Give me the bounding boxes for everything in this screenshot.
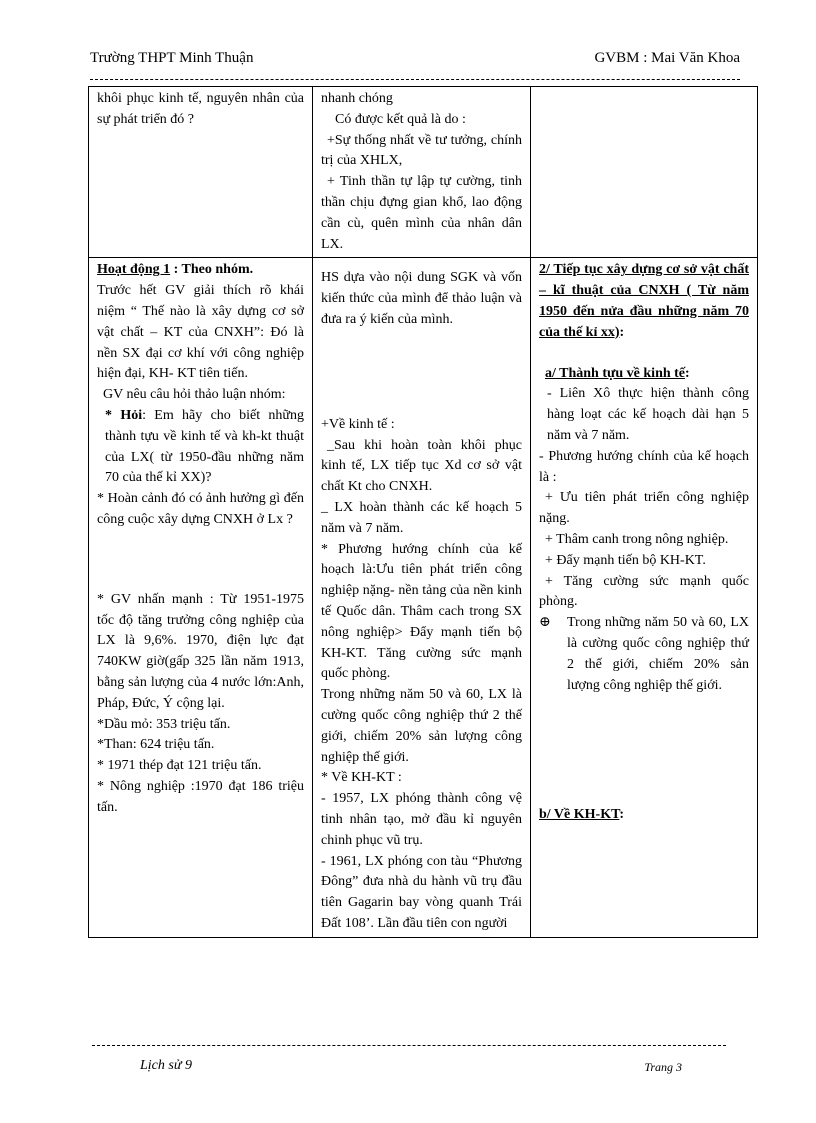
page-header xyxy=(90,50,740,72)
economy-heading: +Về kinh tế : xyxy=(321,416,395,432)
note-text: Trong những năm 50 và 60, LX là cường quốc công nghiệp thứ 2 thế giới, chiếm 20% sản lượng công nghiệp thế giới. xyxy=(567,615,749,693)
teacher-question-intro: GV nêu câu hỏi thảo luận nhóm: xyxy=(103,387,286,403)
content-point: + Tăng cường sức mạnh quốc phòng. xyxy=(539,573,749,610)
row2-student-cell xyxy=(313,258,531,937)
row1-teacher-cell xyxy=(89,87,313,258)
question-label: * Hỏi xyxy=(105,407,143,423)
subsection-b: b/ Về KH-KT xyxy=(539,807,620,823)
teacher-emphasis: * GV nhấn mạnh : Từ 1951-1975 tốc độ tăng trưởng công nghiệp của LX là 9,6%. 1970, điện lực đạt 740KW giờ(gấp 325 lần năm 1913, bằng sản lượng của 4 nước lớn:Anh, Pháp, Đức, Ý cộng lại. xyxy=(97,591,304,711)
footer-divider xyxy=(92,1045,726,1046)
content-point: - Liên Xô thực hiện thành công hàng loạt các kế hoạch dài hạn 5 năm và 7 năm. xyxy=(547,386,749,443)
stat-agriculture: * Nông nghiệp :1970 đạt 186 triệu tấn. xyxy=(97,778,304,815)
content-point: - Phương hướng chính của kế hoạch là : xyxy=(539,448,749,485)
row1-content-cell xyxy=(531,87,758,258)
economy-point: _ LX hoàn thành các kế hoạch 5 năm và 7 năm. xyxy=(321,499,522,536)
subsection-b-colon: : xyxy=(619,807,625,823)
section-heading-colon: : xyxy=(619,324,625,340)
stat-oil: *Dầu mỏ: 353 triệu tấn. xyxy=(97,716,231,732)
note-symbol-icon: ⊕ xyxy=(539,615,551,631)
row1-col1-text: khôi phục kinh tế, nguyên nhân của sự phát triển đó ? xyxy=(97,91,304,127)
teacher-explanation: Trước hết GV giải thích rõ khái niệm “ Thế nào là xây dựng cơ sở vật chất – KT của CNXH”: Đó là nền SX đại cơ khí với công nghiệp hiện đại, KH- KT tiên tiến. xyxy=(97,283,304,382)
teacher-question-2: * Hoàn cảnh đó có ảnh hưởng gì đến công cuộc xây dựng CNXH ở Lx ? xyxy=(97,491,304,527)
section-heading: 2/ Tiếp tục xây dựng cơ sở vật chất – kĩ thuật của CNXH ( Từ năm 1950 đến nửa đầu những năm 70 của thế kỉ xx) xyxy=(539,262,749,340)
content-note xyxy=(539,613,749,696)
row2-teacher-cell xyxy=(89,258,313,937)
activity-label: Hoạt động 1 xyxy=(97,262,171,278)
stat-coal: *Than: 624 triệu tấn. xyxy=(97,737,215,753)
science-point: - 1961, LX phóng con tàu “Phương Đông” đưa nhà du hành vũ trụ đầu tiên Gagarin bay vòng quanh Trái Đất 108’. Lần đầu tiên con người xyxy=(321,853,522,931)
subject-name: Lịch sử 9 xyxy=(140,1058,192,1073)
economy-result: Trong những năm 50 và 60, LX là cường quốc công nghiệp thứ 2 thế giới, chiếm 20% sản lượng công nghiệp thế giới. xyxy=(321,687,522,765)
row2-content-cell xyxy=(531,258,758,937)
subsection-a-colon: : xyxy=(685,365,690,381)
content-point: + Ưu tiên phát triển công nghiệp nặng. xyxy=(539,490,749,527)
economy-direction: * Phương hướng chính của kế hoạch là:Ưu tiên phát triển công nghiệp nặng- nền tảng của nền kinh tế Quốc dân. Thâm cach trong SX nông nghiệp> Đẩy mạnh tiến bộ KH-KT. Tăng cường sức mạnh quốc phòng. xyxy=(321,541,522,682)
activity-mode: : Theo nhóm. xyxy=(173,262,254,278)
economy-point: _Sau khi hoàn toàn khôi phục kinh tế, LX tiếp tục Xd cơ sở vật chất Kt cho CNXH. xyxy=(321,437,522,495)
row1-col2-line: nhanh chóng xyxy=(321,91,393,106)
page-footer xyxy=(140,1058,700,1080)
row1-col2-line: +Sự thống nhất về tư tưởng, chính trị của XHLX, xyxy=(321,132,522,169)
school-name: Trường THPT Minh Thuận xyxy=(90,50,254,66)
row1-col2-line: Có được kết quả là do : xyxy=(335,111,466,127)
row1-col2-line: + Tinh thần tự lập tự cường, tinh thần chịu đựng gian khổ, lao động cần cù, quên mình của nhân dân LX. xyxy=(321,174,522,252)
question-text: : Em hãy cho biết những thành tựu về kinh tế và kh-kt thuật của LX( từ 1950-đầu những năm 70 của thế kỉ XX)? xyxy=(105,407,304,486)
table-row xyxy=(89,258,758,937)
lesson-table xyxy=(88,86,758,938)
student-task: HS dựa vào nội dung SGK và vốn kiến thức của mình để thảo luận và đưa ra ý kiến của mình. xyxy=(321,270,522,327)
science-point: - 1957, LX phóng thành công vệ tinh nhân tạo, mở đầu kỉ nguyên chinh phục vũ trụ. xyxy=(321,791,522,848)
teacher-name: GVBM : Mai Văn Khoa xyxy=(594,50,740,66)
content-point: + Thâm canh trong nông nghiệp. xyxy=(545,531,729,547)
science-heading: * Về KH-KT : xyxy=(321,770,402,786)
stat-steel: * 1971 thép đạt 121 triệu tấn. xyxy=(97,758,262,774)
page-number: Trang 3 xyxy=(644,1060,682,1074)
header-divider xyxy=(90,79,740,80)
content-point: + Đẩy mạnh tiến bộ KH-KT. xyxy=(545,552,706,568)
row1-student-cell xyxy=(313,87,531,258)
table-row xyxy=(89,87,758,258)
subsection-a: a/ Thành tựu về kinh tế xyxy=(545,365,686,381)
